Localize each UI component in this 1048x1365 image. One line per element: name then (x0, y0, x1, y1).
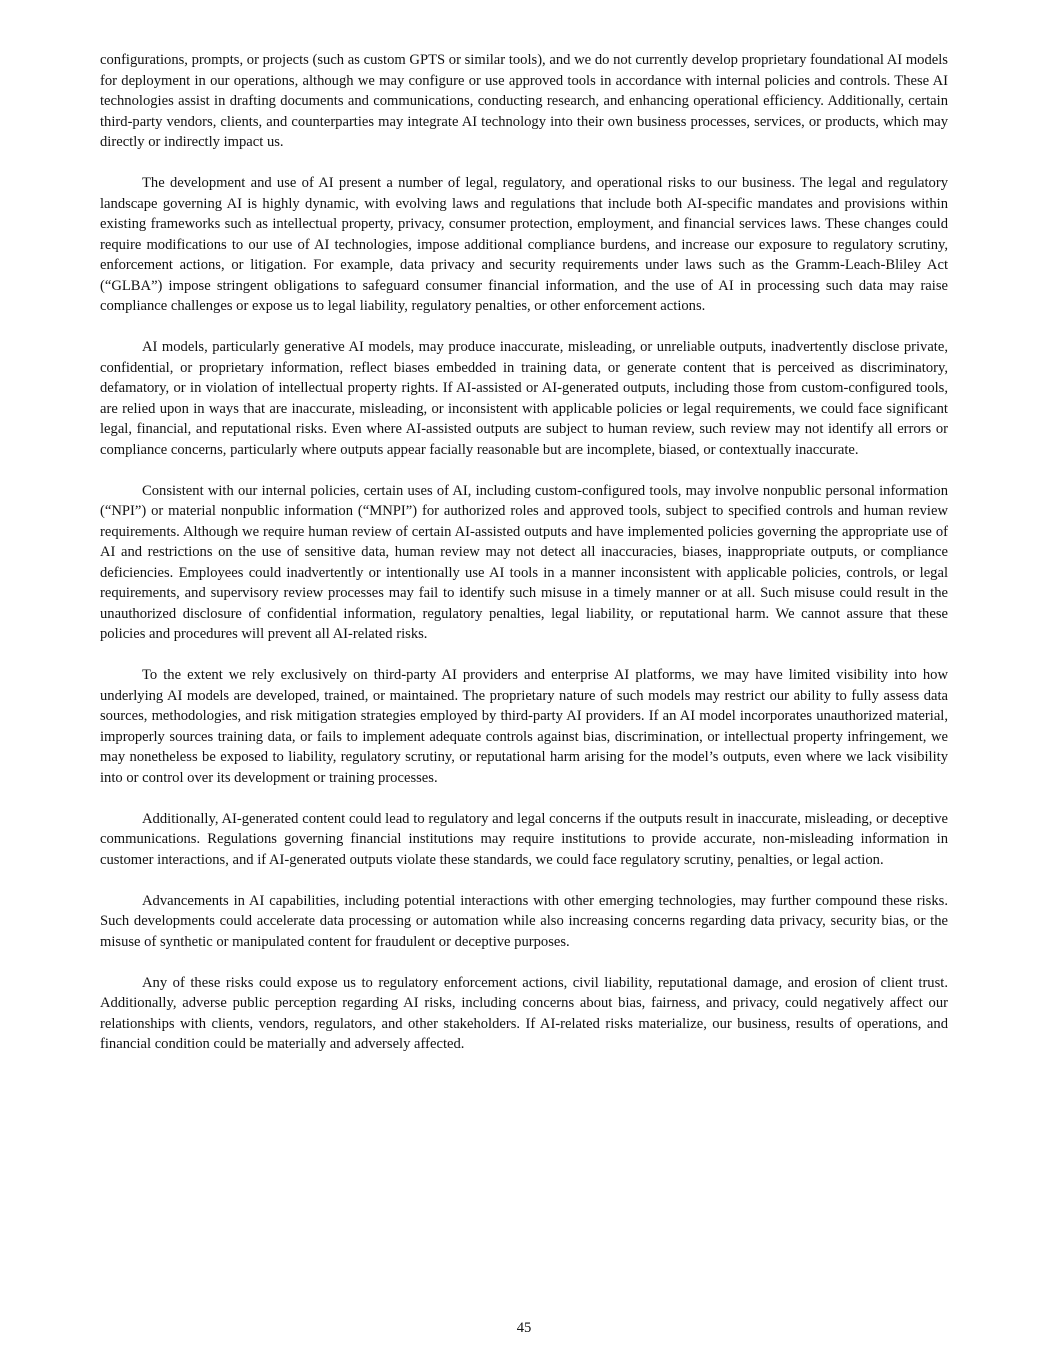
paragraph-third-party-providers: To the extent we rely exclusively on third-party AI providers and enterprise AI platforms, we may have limited visibility into how underlying AI models are developed, trained, or maintained. The proprietary nature of such models may restrict our ability to fully assess data sources, methodologies, and risk mitigation strategies employed by third-party AI providers. If an AI model incorporates unauthorized material, improperly sources training data, or fails to implement adequate controls against bias, discrimination, or intellectual property infringement, we may nonetheless be exposed to liability, regulatory scrutiny, or reputational harm arising for the model’s outputs, even where we lack visibility into or control over its development or training processes. (100, 667, 948, 786)
paragraph-legal-regulatory-risks: The development and use of AI present a number of legal, regulatory, and operational risks to our business. The legal and regulatory landscape governing AI is highly dynamic, with evolving laws and regulations that include both AI-specific mandates and provisions within existing frameworks such as intellectual property, privacy, consumer protection, employment, and financial services laws. These changes could require modifications to our use of AI technologies, impose additional compliance burdens, and increase our exposure to regulatory scrutiny, enforcement actions, or litigation. For example, data privacy and security requirements under laws such as the Gramm-Leach-Bliley Act (“GLBA”) impose stringent obligations to safeguard consumer financial information, and the use of AI in processing such data may raise compliance challenges or expose us to legal liability, regulatory penalties, or other enforcement actions. (100, 175, 948, 314)
paragraph-risk-summary: Any of these risks could expose us to regulatory enforcement actions, civil liability, reputational damage, and erosion of client trust. Additionally, adverse public perception regarding AI risks, including concerns about bias, fairness, and privacy, could negatively affect our relationships with clients, vendors, regulators, and other stakeholders. If AI-related risks materialize, our business, results of operations, and financial condition could be materially and adversely affected. (100, 974, 948, 1052)
paragraph-ai-tools-usage: configurations, prompts, or projects (such as custom GPTS or similar tools), and we do not currently develop proprietary foundational AI models for deployment in our operations, although we may configure or use approved tools in accordance with internal policies and controls. These AI technologies assist in drafting documents and communications, conducting research, and enhancing operational efficiency. Additionally, certain third-party vendors, clients, and counterparties may integrate AI technology into their own business processes, services, or products, which may directly or indirectly impact us. (100, 52, 948, 150)
paragraph-ai-advancements: Advancements in AI capabilities, including potential interactions with other emerging technologies, may further compound these risks. Such developments could accelerate data processing or automation while also increasing concerns regarding data privacy, security bias, or the misuse of synthetic or manipulated content for fraudulent or deceptive purposes. (100, 892, 948, 950)
paragraph-npi-mnpi-policies: Consistent with our internal policies, certain uses of AI, including custom-configured tools, may involve nonpublic personal information (“NPI”) or material nonpublic information (“MNPI”) for authorized roles and approved tools, subject to specified controls and human review requirements. Although we require human review of certain AI-assisted outputs and have implemented policies governing the appropriate use of AI and restrictions on the use of sensitive data, human review may not detect all inaccuracies, biases, inappropriate outputs, or compliance deficiencies. Employees could inadvertently or intentionally use AI tools in a manner inconsistent with applicable policies, controls, or legal requirements, and supervisory review processes may fail to identify such misuse in a timely manner or at all. Such misuse could result in the unauthorized disclosure of confidential information, regulatory penalties, legal liability, or reputational harm. We cannot assure that these policies and procedures will prevent all AI-related risks. (100, 482, 948, 642)
paragraph-ai-generated-content: Additionally, AI-generated content could lead to regulatory and legal concerns if the outputs result in inaccurate, misleading, or deceptive communications. Regulations governing financial institutions may require institutions to provide accurate, non-misleading information in customer interactions, and if AI-generated outputs violate these standards, we could face regulatory scrutiny, penalties, or legal action. (100, 810, 948, 868)
page-number: 45 (516, 1320, 532, 1336)
document-body (100, 50, 948, 1075)
paragraph-inaccurate-outputs: AI models, particularly generative AI models, may produce inaccurate, misleading, or unreliable outputs, inadvertently disclose private, confidential, or proprietary information, reflect biases embedded in training data, or generate content that is perceived as discriminatory, defamatory, or in violation of intellectual property rights. If AI-assisted or AI-generated outputs, including those from custom-configured tools, are relied upon in ways that are inaccurate, misleading, or inconsistent with applicable policies or legal requirements, we could face significant legal, financial, and reputational risks. Even where AI-assisted outputs are subject to human review, such review may not identify all errors or compliance concerns, particularly where outputs appear facially reasonable but are incomplete, biased, or contextually inaccurate. (100, 339, 948, 458)
